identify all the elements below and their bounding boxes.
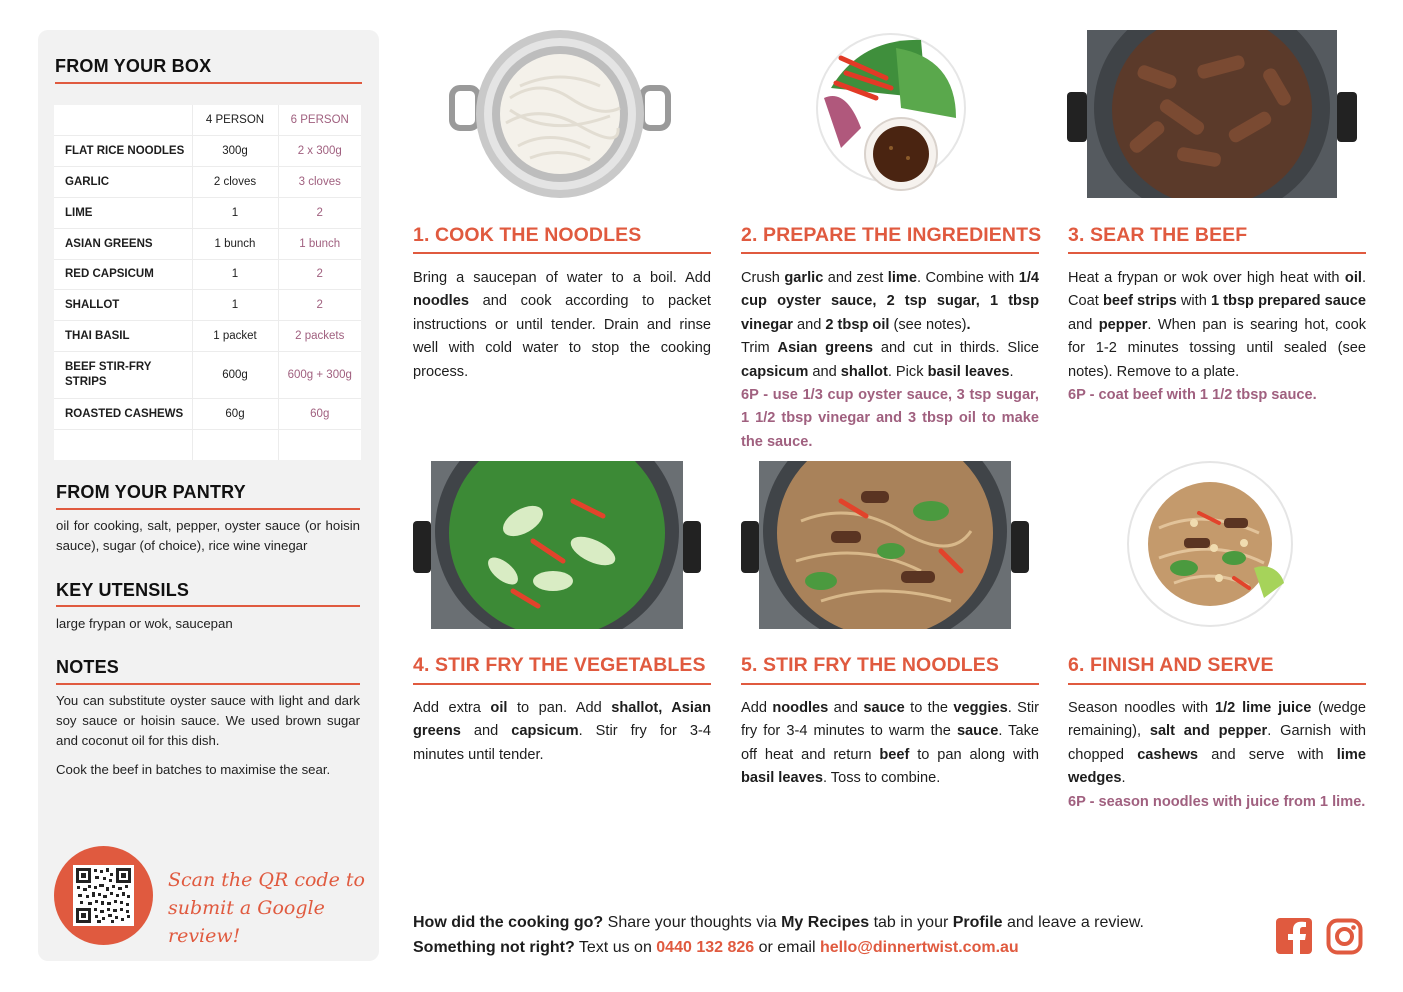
notes-text-1: You can substitute oyster sauce with light and dark soy sauce or hoisin sauce. We used brown sugar and coconut oil for this dish. (56, 693, 360, 748)
noodles-saucepan-photo (440, 28, 680, 200)
table-row: LIME 1 2 (54, 197, 361, 228)
qr-caption: Scan the QR code to submit a Google review! (168, 869, 365, 947)
notes-text-2: Cook the beef in batches to maximise the sear. (56, 762, 331, 777)
step-4-title: 4. STIR FRY THE VEGETABLES (413, 654, 706, 676)
pantry-title-rule (56, 508, 360, 510)
utensils-text: large frypan or wok, saucepan (56, 616, 233, 631)
table-row: GARLIC 2 cloves 3 cloves (54, 167, 361, 198)
pantry-title: FROM YOUR PANTRY (56, 482, 246, 502)
instagram-icon[interactable] (1326, 918, 1363, 955)
qr-code-icon[interactable] (76, 868, 131, 923)
step-4-body: Add extra oil to pan. Add shallot, Asian greens and capsicum. Stir fry for 3-4 minutes until tender. (413, 700, 711, 763)
step-3-title: 3. SEAR THE BEEF (1068, 224, 1248, 246)
step-1-body: Bring a saucepan of water to a boil. Add noodles and cook according to packet instructions or until tender. Drain and rinse well with cold water to stop the cooking process. (413, 270, 711, 380)
ingredients-table (54, 105, 361, 460)
step-6-six-person-note: 6P - season noodles with juice from 1 lime. (1068, 793, 1366, 810)
step-2-six-person-note: 6P - use 1/3 cup oyster sauce, 3 tsp sugar, 1 1/2 tbsp vinegar and 3 tbsp oil to make the sauce. (741, 387, 1039, 450)
step-6-body: Season noodles with 1/2 lime juice (wedge remaining), salt and pepper. Garnish with chopped cashews and serve with lime wedges. 6P - season noodles with juice from 1 lime. (1068, 697, 1366, 814)
facebook-icon[interactable] (1276, 918, 1312, 954)
phone-link[interactable]: 0440 132 826 (656, 939, 755, 956)
searing-beef-photo (1067, 30, 1357, 198)
utensils-title-rule (56, 605, 360, 607)
box-title: FROM YOUR BOX (55, 56, 212, 76)
email-link[interactable]: hello@dinnertwist.com.au (819, 939, 1019, 956)
finished-dish-photo (1124, 458, 1296, 630)
table-row: ASIAN GREENS 1 bunch 1 bunch (54, 228, 361, 259)
table-row: BEEF STIR-FRY STRIPS 600g 600g + 300g (54, 352, 361, 399)
head-4-person: 4 PERSON (192, 105, 278, 136)
step-1-rule (413, 252, 711, 254)
step-5-rule (741, 683, 1039, 685)
step-1-title: 1. COOK THE NOODLES (413, 224, 642, 246)
notes-title-rule (56, 683, 360, 685)
step-2-title: 2. PREPARE THE INGREDIENTS (741, 224, 1042, 246)
step-5-title: 5. STIR FRY THE NOODLES (741, 654, 999, 676)
step-3-six-person-note: 6P - coat beef with 1 1/2 tbsp sauce. (1068, 387, 1317, 404)
table-header-row (54, 105, 361, 136)
footer-line-2: Something not right? Text us on 0440 132 826 or email hello@dinnertwist.com.au (413, 939, 1019, 956)
stir-fry-noodles-photo (741, 461, 1029, 629)
table-row: RED CAPSICUM 1 2 (54, 259, 361, 290)
ingredients-plate-photo (806, 28, 976, 200)
utensils-title: KEY UTENSILS (56, 580, 190, 600)
notes-title: NOTES (56, 657, 120, 677)
table-row: FLAT RICE NOODLES 300g 2 x 300g (54, 136, 361, 167)
table-row: THAI BASIL 1 packet 2 packets (54, 321, 361, 352)
step-3-rule (1068, 252, 1366, 254)
step-6-rule (1068, 683, 1366, 685)
table-row: SHALLOT 1 2 (54, 290, 361, 321)
step-2-body: Crush garlic and zest lime. Combine with 1/4 cup oyster sauce, 2 tsp sugar, 1 tbsp vinegar and 2 tbsp oil (see notes). Trim Asian greens and cut in thirds. Slice capsicum and shallot. Pick basil leaves. 6P - use 1/3 cup oyster sauce, 3 tsp sugar, 1 1/2 tbsp vinegar and 3 tbsp oil to make the sauce. (741, 267, 1039, 454)
step-5-body: Add noodles and sauce to the veggies. Stir fry for 3-4 minutes to warm the sauce. Take off heat and return beef to pan along with basil leaves. Toss to combine. (741, 700, 1040, 787)
box-title-rule (55, 82, 362, 84)
table-row: ROASTED CASHEWS 60g 60g (54, 399, 361, 430)
feedback-footer (413, 910, 1253, 960)
stir-fry-vegetables-photo (413, 461, 701, 629)
step-2-rule (741, 252, 1039, 254)
pantry-text: oil for cooking, salt, pepper, oyster sauce (or hoisin sauce), sugar (of choice), rice wine vinegar (56, 518, 360, 553)
footer-line-1: How did the cooking go? Share your thoughts via My Recipes tab in your Profile and leave a review. (413, 914, 1144, 931)
step-6-title: 6. FINISH AND SERVE (1068, 654, 1274, 676)
head-6-person: 6 PERSON (278, 105, 361, 136)
step-4-rule (413, 683, 711, 685)
step-3-body: Heat a frypan or wok over high heat with oil. Coat beef strips with 1 tbsp prepared sauce and pepper. When pan is searing hot, cook for 1-2 minutes tossing until sealed (see notes). Remove to a plate. 6P - coat beef with 1 1/2 tbsp sauce. (1068, 267, 1366, 407)
